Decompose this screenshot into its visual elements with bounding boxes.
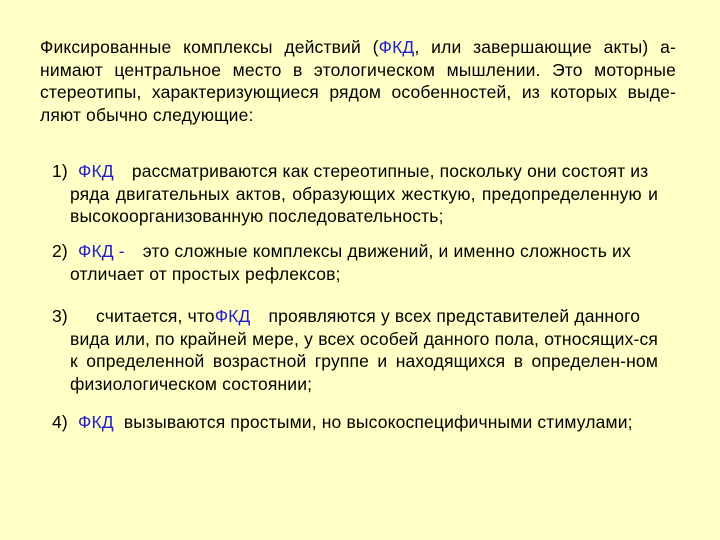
list-item-1-abbreviation: ФКД bbox=[78, 161, 114, 181]
list-item-3-body: вида или, по крайней мере, у всех особей данного пола, относящих-ся к определенной возрастной группе и находящихся в определен-ном физиологическом состоянии; bbox=[70, 328, 658, 394]
list-item-3-first-line bbox=[52, 305, 658, 328]
list-item-2-body: отличает от простых рефлексов; bbox=[70, 263, 341, 284]
list-item-1-body: ряда двигательных актов, образующих жесткую, предопределенную и высокоорганизованную последовательность; bbox=[70, 183, 658, 226]
list-item-3-lead: проявляются у всех представителей данного bbox=[268, 306, 641, 326]
list-item-2 bbox=[52, 240, 658, 285]
list-item-3-number: 3) bbox=[52, 306, 68, 326]
list-item-3-pre: считается, что bbox=[96, 306, 215, 326]
list-item-1-number: 1) bbox=[52, 161, 68, 181]
list-item-2-number: 2) bbox=[52, 241, 68, 261]
list-item-2-first-line bbox=[52, 240, 658, 263]
list-item-2-abbreviation: ФКД - bbox=[78, 241, 125, 261]
intro-abbreviation: ФКД bbox=[378, 37, 415, 57]
intro-paragraph bbox=[40, 36, 676, 126]
list-item-1-first-line bbox=[52, 160, 658, 183]
list-item-1-lead: рассматриваются как стереотипные, поскольку они состоят из bbox=[131, 161, 649, 181]
list-item-3 bbox=[52, 305, 658, 395]
list-item-3-abbreviation: ФКД bbox=[214, 306, 251, 326]
list-item-4-number: 4) bbox=[52, 412, 68, 432]
intro-text-start: Фиксированные комплексы действий ( bbox=[40, 37, 379, 57]
list-item-4-abbreviation: ФКД bbox=[78, 412, 114, 432]
list-item-2-lead: это сложные комплексы движений, и именно сложность их bbox=[142, 241, 631, 261]
list-item-4-first-line bbox=[52, 411, 658, 434]
list-item-1 bbox=[52, 160, 658, 228]
list-item-4-lead: вызываются простыми, но высокоспецифичными стимулами; bbox=[123, 412, 633, 432]
intro-text-end: , или завершающие акты) а-нимают центральное место в этологическом мышлении. Это моторные стереотипы, характеризующиеся рядом особенностей, из которых выде-ляют обычно следующие: bbox=[40, 37, 676, 125]
list-item-4 bbox=[52, 411, 658, 434]
